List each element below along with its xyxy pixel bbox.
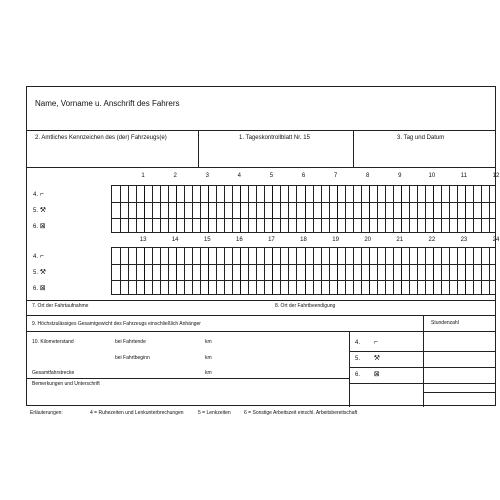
activity-grid-2[interactable]	[111, 247, 496, 295]
grid-tick	[489, 186, 490, 232]
row-6-other-work	[33, 223, 46, 231]
footnote-other-work: 6 = Sonstige Arbeitszeit einschl. Arbeitsbereitschaft	[244, 410, 358, 416]
grid-tick	[176, 186, 177, 232]
grid-tick	[457, 248, 458, 294]
grid-tick	[441, 186, 442, 232]
grid-tick	[248, 186, 249, 232]
grid-tick	[160, 248, 161, 294]
remarks-label: Bemerkungen und Unterschrift	[32, 381, 100, 387]
vehicle-plate-label: 2. Amtliches Kennzeichen des (der) Fahrzeugs(e)	[35, 135, 167, 141]
row-5-driving	[33, 207, 46, 215]
grid-tick	[313, 186, 314, 232]
divider	[349, 351, 423, 352]
grid-tick	[280, 248, 281, 294]
grid-tick	[256, 248, 257, 294]
grid-tick	[401, 248, 402, 294]
grid-tick	[473, 186, 474, 232]
grid-tick	[425, 248, 426, 294]
footnote-rest: 4 = Ruhezeiten und Lenkunterbrechungen	[90, 410, 184, 416]
divider	[423, 351, 495, 352]
crossed-hammers-icon: ⚒	[373, 355, 380, 362]
grid-tick	[449, 248, 450, 294]
row-number: 6.	[33, 224, 39, 230]
hour-label: 14	[171, 237, 179, 243]
row-number: 5.	[33, 270, 39, 276]
grid-tick	[192, 248, 193, 294]
hour-label: 20	[364, 237, 371, 243]
grid-tick	[144, 186, 145, 232]
grid-tick	[232, 186, 233, 232]
grid-tick	[152, 248, 153, 294]
grid-tick	[280, 186, 281, 232]
hour-label: 23	[460, 237, 468, 243]
grid-tick	[377, 186, 378, 232]
grid-tick	[232, 248, 233, 294]
bed-icon: ⌐	[39, 253, 44, 260]
divider	[27, 167, 495, 168]
grid-tick	[321, 248, 322, 294]
hour-label: 5	[269, 173, 274, 179]
grid-tick	[481, 248, 482, 294]
grid-tick	[409, 186, 410, 232]
grid-tick	[168, 186, 169, 232]
grid-tick	[200, 248, 201, 294]
grid-tick	[224, 186, 225, 232]
hour-label: 9	[398, 173, 402, 179]
divider	[27, 300, 495, 301]
distance-label: Gesamtfahrstrecke	[32, 370, 75, 376]
km-end-label: bei Fahrtende	[115, 339, 146, 345]
km-unit: km	[205, 355, 212, 361]
grid-tick	[184, 248, 185, 294]
grid-row-line	[112, 264, 495, 265]
box-x-icon: ⊠	[39, 285, 46, 292]
row-number: 4.	[355, 340, 361, 346]
summary-row-6	[355, 371, 380, 379]
grid-tick	[216, 186, 217, 232]
hour-label: 13	[139, 237, 147, 243]
hour-label: 3	[205, 173, 209, 179]
activity-grid-1[interactable]	[111, 185, 496, 233]
hours-total-label: Stundenzahl	[431, 320, 459, 326]
grid-tick	[345, 248, 346, 294]
crossed-hammers-icon: ⚒	[39, 207, 46, 214]
divider	[423, 315, 424, 407]
row-4-rest	[33, 253, 44, 261]
hour-label: 24	[492, 237, 500, 243]
grid-tick	[345, 186, 346, 232]
grid-tick	[329, 248, 330, 294]
grid-tick	[313, 248, 314, 294]
km-label: 10. Kilometerstand	[32, 339, 74, 345]
km-unit: km	[205, 339, 212, 345]
box-x-icon: ⊠	[373, 371, 380, 378]
grid-tick	[176, 248, 177, 294]
grid-tick	[208, 248, 209, 294]
hour-label: 1	[141, 173, 145, 179]
grid-tick	[329, 186, 330, 232]
max-weight-label: 9. Höchstzulässiges Gesamtgewicht des Fahrzeugs einschließlich Anhänger	[32, 321, 201, 327]
start-place-label: 7. Ort der Fahrtaufnahme	[32, 303, 89, 309]
hour-label: 17	[268, 237, 275, 243]
hour-label: 10	[428, 173, 436, 179]
row-number: 5.	[355, 356, 361, 362]
divider	[27, 331, 423, 332]
hour-label: 2	[173, 173, 177, 179]
hour-label: 7	[333, 173, 338, 179]
grid-tick	[200, 186, 201, 232]
grid-tick	[305, 186, 306, 232]
grid-row-line	[112, 202, 495, 203]
grid-tick	[264, 186, 265, 232]
hour-label: 18	[300, 237, 307, 243]
summary-row-4	[355, 339, 378, 347]
grid-tick	[296, 186, 297, 232]
grid-tick	[361, 186, 362, 232]
grid-tick	[417, 186, 418, 232]
grid-tick	[465, 248, 466, 294]
grid-tick	[136, 248, 137, 294]
grid-row-line	[112, 280, 495, 281]
divider	[353, 130, 354, 167]
divider	[349, 331, 350, 407]
grid-tick	[337, 186, 338, 232]
row-6-other-work	[33, 285, 46, 293]
grid-tick	[473, 248, 474, 294]
hour-label: 15	[203, 237, 211, 243]
divider	[27, 378, 349, 379]
row-5-driving	[33, 269, 46, 277]
hour-label: 8	[365, 173, 370, 179]
grid-tick	[240, 248, 241, 294]
grid-tick	[393, 248, 394, 294]
grid-tick	[361, 248, 362, 294]
grid-tick	[353, 186, 354, 232]
daily-control-sheet-form	[26, 86, 500, 406]
divider	[27, 315, 495, 316]
divider	[198, 130, 199, 167]
divider	[423, 331, 495, 332]
end-place-label: 8. Ort der Fahrtbeendigung	[275, 303, 336, 309]
grid-tick	[337, 248, 338, 294]
row-number: 6.	[33, 286, 39, 292]
bed-icon: ⌐	[39, 191, 44, 198]
grid-tick	[248, 248, 249, 294]
grid-tick	[256, 186, 257, 232]
grid-tick	[128, 186, 129, 232]
grid-tick	[160, 186, 161, 232]
grid-tick	[224, 248, 225, 294]
grid-tick	[288, 186, 289, 232]
hour-label: 16	[235, 237, 243, 243]
grid-tick	[393, 186, 394, 232]
grid-tick	[296, 248, 297, 294]
grid-tick	[144, 248, 145, 294]
grid-tick	[353, 248, 354, 294]
hour-label: 21	[396, 237, 404, 243]
hour-label: 11	[460, 173, 468, 179]
hour-label: 6	[301, 173, 306, 179]
grid-tick	[321, 186, 322, 232]
grid-tick	[369, 248, 370, 294]
grid-tick	[168, 248, 169, 294]
grid-tick	[120, 186, 121, 232]
grid-tick	[136, 186, 137, 232]
km-start-label: bei Fahrtbeginn	[115, 355, 150, 361]
footnote-title: Erläuterungen:	[30, 410, 63, 416]
grid-tick	[441, 248, 442, 294]
grid-tick	[272, 186, 273, 232]
grid-tick	[152, 186, 153, 232]
grid-tick	[457, 186, 458, 232]
grid-tick	[272, 248, 273, 294]
day-date-label: 3. Tag und Datum	[397, 135, 445, 141]
legend-footnote	[30, 410, 490, 420]
row-number: 5.	[33, 208, 39, 214]
grid-tick	[433, 186, 434, 232]
grid-tick	[489, 248, 490, 294]
row-4-rest	[33, 191, 44, 199]
grid-tick	[449, 186, 450, 232]
grid-tick	[208, 186, 209, 232]
row-number: 6.	[355, 372, 361, 378]
hour-label: 22	[428, 237, 436, 243]
hour-label: 19	[332, 237, 339, 243]
km-unit: km	[205, 370, 212, 376]
divider	[423, 383, 495, 384]
grid-tick	[192, 186, 193, 232]
hour-label: 12	[492, 173, 500, 179]
row-number: 4.	[33, 192, 39, 198]
grid-tick	[264, 248, 265, 294]
grid-tick	[305, 248, 306, 294]
grid-tick	[184, 186, 185, 232]
grid-tick	[385, 186, 386, 232]
crossed-hammers-icon: ⚒	[39, 269, 46, 276]
grid-tick	[433, 248, 434, 294]
grid-tick	[288, 248, 289, 294]
hour-label: 4	[237, 173, 241, 179]
grid-tick	[385, 248, 386, 294]
divider	[27, 130, 495, 131]
bed-icon: ⌐	[373, 339, 378, 346]
grid-tick	[401, 186, 402, 232]
grid-tick	[369, 186, 370, 232]
grid-tick	[120, 248, 121, 294]
grid-row-line	[112, 218, 495, 219]
grid-tick	[128, 248, 129, 294]
summary-row-5	[355, 355, 380, 363]
divider	[423, 367, 495, 368]
hour-labels-1-12	[111, 173, 500, 183]
grid-tick	[409, 248, 410, 294]
driver-name-label: Name, Vorname u. Anschrift des Fahrers	[35, 99, 180, 108]
grid-tick	[425, 186, 426, 232]
sheet-number-label: 1. Tageskontrollblatt Nr. 15	[239, 135, 310, 141]
divider	[349, 367, 423, 368]
grid-tick	[216, 248, 217, 294]
grid-tick	[417, 248, 418, 294]
box-x-icon: ⊠	[39, 223, 46, 230]
grid-tick	[240, 186, 241, 232]
divider	[349, 383, 423, 384]
hour-labels-13-24	[111, 237, 500, 247]
grid-tick	[465, 186, 466, 232]
footnote-driving: 5 = Lenkzeiten	[198, 410, 231, 416]
grid-tick	[377, 248, 378, 294]
divider	[423, 392, 495, 393]
grid-tick	[481, 186, 482, 232]
row-number: 4.	[33, 254, 39, 260]
